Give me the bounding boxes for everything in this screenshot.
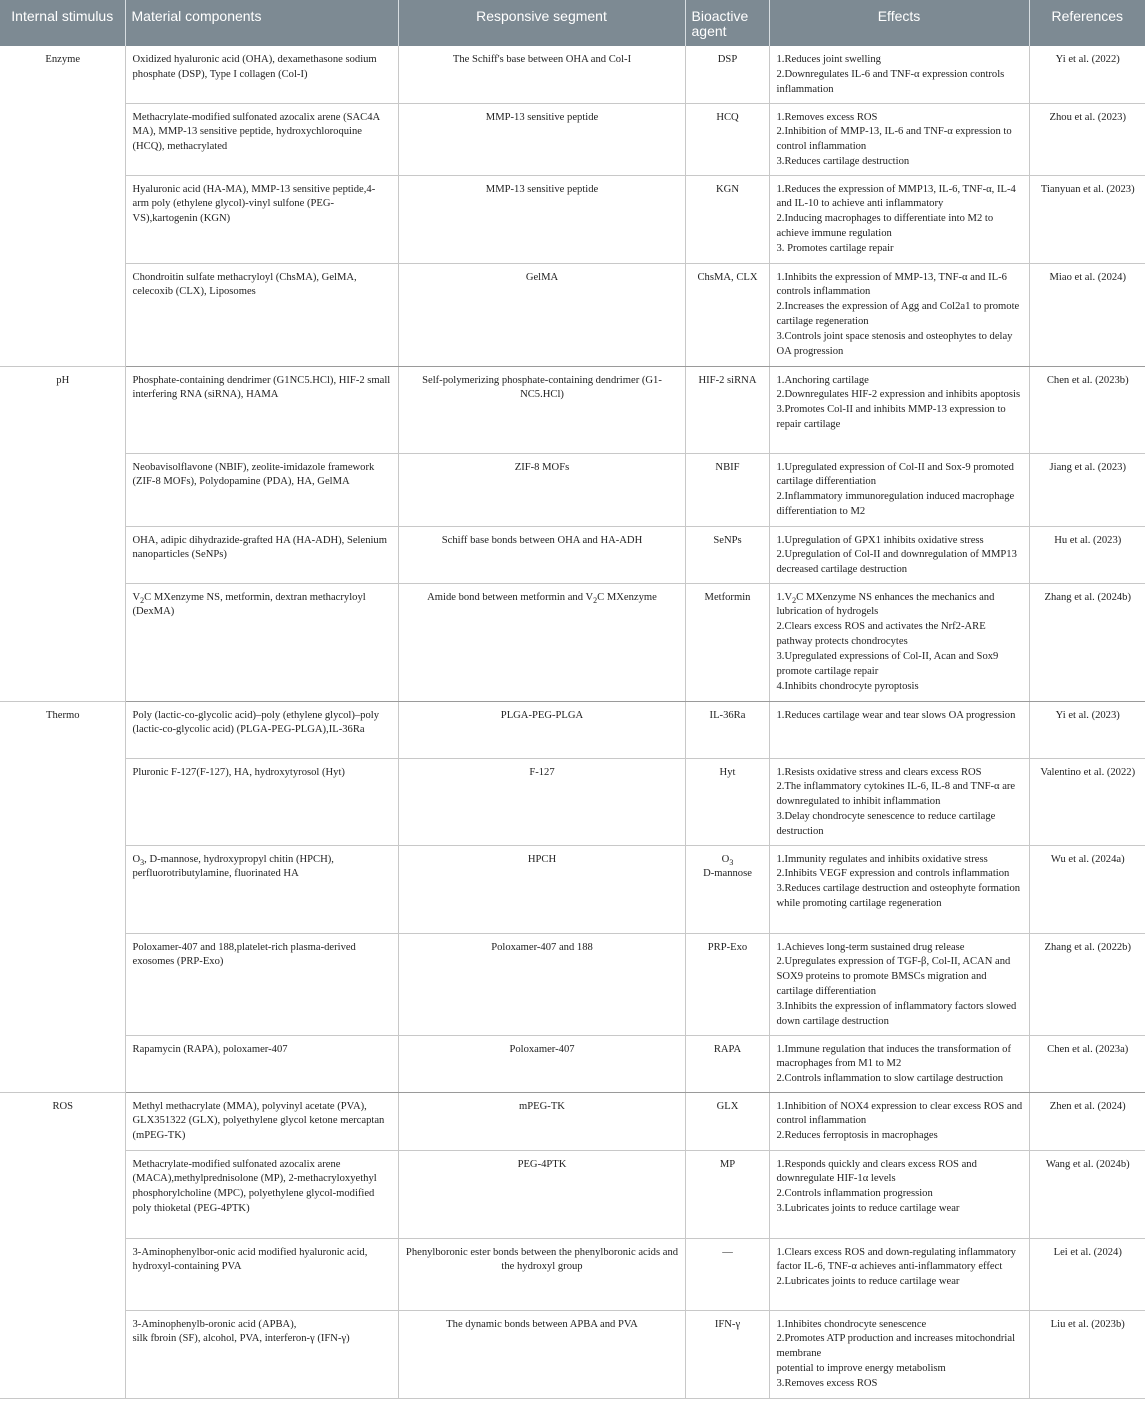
reference-cell: Yi et al. (2023) <box>1029 701 1145 758</box>
materials-text: V <box>132 591 141 603</box>
effects-cell <box>769 366 1029 453</box>
agent-cell: SeNPs <box>685 526 769 583</box>
effect-line: 2.Increases the expression of Agg and Col2a1 to promote cartilage regeneration <box>776 301 1020 328</box>
table-row <box>0 1238 1145 1310</box>
reference-cell: Wu et al. (2024a) <box>1029 845 1145 933</box>
segment-cell: mPEG-TK <box>398 1092 685 1150</box>
agent-cell: PRP-Exo <box>685 933 769 1035</box>
agent-cell: HCQ <box>685 103 769 175</box>
materials-cell: Hyaluronic acid (HA-MA), MMP-13 sensitive peptide,4-arm poly (ethylene glycol)-vinyl sulfone (PEG-VS),kartogenin (KGN) <box>125 175 398 263</box>
materials-cell: Chondroitin sulfate methacryloyl (ChsMA), GelMA, celecoxib (CLX), Liposomes <box>125 263 398 366</box>
header-references: References <box>1029 0 1145 46</box>
agent-cell: — <box>685 1238 769 1310</box>
materials-cell: Neobavisolflavone (NBIF), zeolite-imidazole framework (ZIF-8 MOFs), Polydopamine (PDA), HA, GelMA <box>125 453 398 526</box>
reference-cell: Tianyuan et al. (2023) <box>1029 175 1145 263</box>
stimulus-cell: Thermo <box>0 701 125 1092</box>
subscript: 2 <box>792 595 797 605</box>
agent-cell: MP <box>685 1150 769 1238</box>
reference-cell: Zhen et al. (2024) <box>1029 1092 1145 1150</box>
materials-text: , D-mannose, hydroxypropyl chitin (HPCH), perfluorotributylamine, fluorinated HA <box>132 853 334 880</box>
materials-cell <box>125 583 398 701</box>
effect-line: 1.Reduces cartilage wear and tear slows OA progression <box>776 709 1016 721</box>
effect-line: 2.Promotes ATP production and increases mitochondrial membrane <box>776 1333 1016 1360</box>
table-row <box>0 175 1145 263</box>
effect-line: 1.Inhibites chondrocyte senescence <box>776 1318 927 1330</box>
effect-line: 2.Clears excess ROS and activates the Nrf2-ARE pathway protects chondrocytes <box>776 621 986 648</box>
reference-cell: Valentino et al. (2022) <box>1029 758 1145 845</box>
segment-cell: GelMA <box>398 263 685 366</box>
effect-line: 1.Resists oxidative stress and clears excess ROS <box>776 766 982 778</box>
segment-cell: Self-polymerizing phosphate-containing dendrimer (G1-NC5.HCl) <box>398 366 685 453</box>
effects-cell <box>769 526 1029 583</box>
effects-cell <box>769 1150 1029 1238</box>
table-row <box>0 526 1145 583</box>
effects-cell <box>769 758 1029 845</box>
subscript: 3 <box>729 857 734 867</box>
segment-cell: Poloxamer-407 and 188 <box>398 933 685 1035</box>
segment-cell: HPCH <box>398 845 685 933</box>
materials-line: 3-Aminophenylb-oronic acid (APBA), <box>132 1318 297 1330</box>
effect-line: 3.Lubricates joints to reduce cartilage wear <box>776 1203 960 1215</box>
materials-cell: Methacrylate-modified sulfonated azocalix arene (MACA),methylprednisolone (MP), 2-methacryloxyethyl phosphorylcholine (MPC), polyethylene glycol-modified poly thioketal (PEG-4PTK) <box>125 1150 398 1238</box>
effect-line: 2.Controls inflammation progression <box>776 1188 933 1200</box>
effect-line: 1.Reduces joint swelling <box>776 54 881 65</box>
segment-cell: MMP-13 sensitive peptide <box>398 175 685 263</box>
effect-line: 3.Promotes Col-II and inhibits MMP-13 expression to repair cartilage <box>776 404 1006 431</box>
effects-cell <box>769 583 1029 701</box>
agent-cell: NBIF <box>685 453 769 526</box>
effects-cell <box>769 701 1029 758</box>
table-row <box>0 758 1145 845</box>
subscript: 3 <box>140 857 145 867</box>
materials-cell: Phosphate-containing dendrimer (G1NC5.HCl), HIF-2 small interfering RNA (siRNA), HAMA <box>125 366 398 453</box>
effect-line: 1.Responds quickly and clears excess ROS and downregulate HIF-1α levels <box>776 1158 977 1185</box>
table-row <box>0 1035 1145 1092</box>
effect-line: 3. Promotes cartilage repair <box>776 243 894 255</box>
effect-line: 3.Removes excess ROS <box>776 1378 878 1390</box>
table-row <box>0 583 1145 701</box>
effect-line: 3.Controls joint space stenosis and osteophytes to delay OA progression <box>776 331 1013 358</box>
agent-cell: GLX <box>685 1092 769 1150</box>
stimulus-cell: pH <box>0 366 125 701</box>
table-row <box>0 263 1145 366</box>
reference-cell: Zhou et al. (2023) <box>1029 103 1145 175</box>
materials-cell: Rapamycin (RAPA), poloxamer-407 <box>125 1035 398 1092</box>
materials-cell <box>125 845 398 933</box>
effect-line: 2.Inducing macrophages to differentiate into M2 to achieve immune regulation <box>776 213 994 240</box>
effect-line: 2.Inhibition of MMP-13, IL-6 and TNF-α expression to control inflammation <box>776 126 1012 153</box>
reference-cell: Chen et al. (2023a) <box>1029 1035 1145 1092</box>
reference-cell: Liu et al. (2023b) <box>1029 1310 1145 1398</box>
table-row <box>0 1150 1145 1238</box>
table-row <box>0 701 1145 758</box>
materials-text: O <box>132 853 141 865</box>
table-row <box>0 46 1145 103</box>
stimulus-cell: Enzyme <box>0 46 125 366</box>
effect-line: 1.Clears excess ROS and down-regulating inflammatory factor IL-6, TNF-α achieves anti-inflammatory effect <box>776 1246 1016 1273</box>
segment-cell: The Schiff's base between OHA and Col-I <box>398 46 685 103</box>
segment-cell <box>398 583 685 701</box>
segment-cell: PEG-4PTK <box>398 1150 685 1238</box>
agent-cell: RAPA <box>685 1035 769 1092</box>
materials-line: silk fbroin (SF), alcohol, PVA, interferon-γ (IFN-γ) <box>132 1333 350 1345</box>
table-row <box>0 933 1145 1035</box>
effect-line: 4.Inhibits chondrocyte pyroptosis <box>776 680 919 692</box>
materials-cell: Poloxamer-407 and 188,platelet-rich plasma-derived exosomes (PRP-Exo) <box>125 933 398 1035</box>
header-internal-stimulus: Internal stimulus <box>0 0 125 46</box>
effect-line: 1.Achieves long-term sustained drug release <box>776 941 965 953</box>
table-row <box>0 366 1145 453</box>
materials-cell: OHA, adipic dihydrazide-grafted HA (HA-ADH), Selenium nanoparticles (SeNPs) <box>125 526 398 583</box>
table-row <box>0 103 1145 175</box>
effect-text: 1.V <box>776 591 793 603</box>
segment-cell: Poloxamer-407 <box>398 1035 685 1092</box>
effects-cell <box>769 46 1029 103</box>
effects-cell <box>769 263 1029 366</box>
segment-cell: Phenylboronic ester bonds between the phenylboronic acids and the hydroxyl group <box>398 1238 685 1310</box>
effects-cell <box>769 175 1029 263</box>
effect-line: 3.Reduces cartilage destruction <box>776 156 910 168</box>
effect-line: 1.Upregulation of GPX1 inhibits oxidative stress <box>776 534 984 546</box>
agent-cell: Hyt <box>685 758 769 845</box>
effect-line: 1.Removes excess ROS <box>776 111 878 123</box>
agent-cell: IFN-γ <box>685 1310 769 1398</box>
segment-cell: PLGA-PEG-PLGA <box>398 701 685 758</box>
reference-cell: Zhang et al. (2024b) <box>1029 583 1145 701</box>
table-row <box>0 1092 1145 1150</box>
materials-cell: 3-Aminophenylbor-onic acid modified hyaluronic acid, hydroxyl-containing PVA <box>125 1238 398 1310</box>
agent-cell: DSP <box>685 46 769 103</box>
effect-line: 1.Reduces the expression of MMP13, IL-6, TNF-α, IL-4 and IL-10 to achieve anti inflammatory <box>776 183 1016 210</box>
effects-cell <box>769 1092 1029 1150</box>
reference-cell: Miao et al. (2024) <box>1029 263 1145 366</box>
effect-line: 2.Controls inflammation to slow cartilage destruction <box>776 1073 1004 1085</box>
effect-line: 2.Reduces ferroptosis in macrophages <box>776 1130 938 1142</box>
agent-text: O <box>721 853 730 865</box>
effect-line: 2.Upregulation of Col-II and downregulation of MMP13 decreased cartilage destruction <box>776 549 1017 576</box>
effects-cell <box>769 103 1029 175</box>
effect-line: 1.Upregulated expression of Col-II and Sox-9 promoted cartilage differentiation <box>776 461 1014 488</box>
effect-text: C MXenzyme NS enhances the mechanics and lubrication of hydrogels <box>776 591 995 618</box>
table-body <box>0 46 1145 1398</box>
segment-cell: MMP-13 sensitive peptide <box>398 103 685 175</box>
segment-cell: Schiff base bonds between OHA and HA-ADH <box>398 526 685 583</box>
agent-cell: ChsMA, CLX <box>685 263 769 366</box>
stimulus-cell: ROS <box>0 1092 125 1398</box>
effect-line: 3.Delay chondrocyte senescence to reduce cartilage destruction <box>776 811 996 838</box>
reference-cell: Zhang et al. (2022b) <box>1029 933 1145 1035</box>
effects-cell <box>769 933 1029 1035</box>
effect-line: 1.Immunity regulates and inhibits oxidative stress <box>776 853 988 865</box>
reference-cell: Yi et al. (2022) <box>1029 46 1145 103</box>
segment-cell: ZIF-8 MOFs <box>398 453 685 526</box>
effect-line: 2.Upregulates expression of TGF-β, Col-II, ACAN and SOX9 proteins to promote BMSCs migration and cartilage differentiation <box>776 956 1011 998</box>
table-row <box>0 845 1145 933</box>
effects-cell <box>769 845 1029 933</box>
header-responsive-segment: Responsive segment <box>398 0 685 46</box>
reference-cell: Chen et al. (2023b) <box>1029 366 1145 453</box>
materials-cell <box>125 1310 398 1398</box>
reference-cell: Hu et al. (2023) <box>1029 526 1145 583</box>
segment-cell: The dynamic bonds between APBA and PVA <box>398 1310 685 1398</box>
reference-cell: Wang et al. (2024b) <box>1029 1150 1145 1238</box>
effect-line: 2.Downregulates IL-6 and TNF-α expression controls inflammation <box>776 68 1005 95</box>
effect-line: 3.Upregulated expressions of Col-II, Acan and Sox9 promote cartilage repair <box>776 651 999 678</box>
effect-line: 2.Downregulates HIF-2 expression and inhibits apoptosis <box>776 389 1021 401</box>
agent-text: D-mannose <box>703 868 752 880</box>
effect-line: 2.Inflammatory immunoregulation induced macrophage differentiation to M2 <box>776 491 1015 518</box>
reference-cell: Lei et al. (2024) <box>1029 1238 1145 1310</box>
agent-cell: Metformin <box>685 583 769 701</box>
segment-cell: F-127 <box>398 758 685 845</box>
effect-line: 1.Immune regulation that induces the transformation of macrophages from M1 to M2 <box>776 1043 1011 1070</box>
effect-line: 1.Inhibits the expression of MMP-13, TNF-α and IL-6 controls inflammation <box>776 271 1007 298</box>
agent-cell <box>685 845 769 933</box>
effect-line: 2.Lubricates joints to reduce cartilage wear <box>776 1276 960 1288</box>
subscript: 2 <box>140 595 145 605</box>
materials-cell: Oxidized hyaluronic acid (OHA), dexamethasone sodium phosphate (DSP), Type I collagen (Col-I) <box>125 46 398 103</box>
effect-line: 1.Anchoring cartilage <box>776 374 869 386</box>
materials-text: C MXenzyme NS, metformin, dextran methacryloyl (DexMA) <box>132 591 366 618</box>
effects-cell <box>769 1035 1029 1092</box>
effects-cell <box>769 1310 1029 1398</box>
effect-line: potential to improve energy metabolism <box>776 1363 946 1375</box>
effect-line: 2.Inhibits VEGF expression and controls inflammation <box>776 868 1010 880</box>
agent-cell: HIF-2 siRNA <box>685 366 769 453</box>
segment-text: C MXenzyme <box>597 591 657 603</box>
table-row <box>0 453 1145 526</box>
agent-cell: IL-36Ra <box>685 701 769 758</box>
effect-line: 2.The inflammatory cytokines IL-6, IL-8 and TNF-α are downregulated to inhibit inflammation <box>776 781 1016 808</box>
subscript: 2 <box>593 595 598 605</box>
effect-line <box>777 591 1023 621</box>
header-bioactive-agent: Bioactive agent <box>685 0 769 46</box>
header-material-components: Material components <box>125 0 398 46</box>
effect-line: 3.Reduces cartilage destruction and osteophyte formation while promoting cartilage regeneration <box>776 883 1021 910</box>
effects-cell <box>769 453 1029 526</box>
effect-line: 1.Inhibition of NOX4 expression to clear excess ROS and control inflammation <box>776 1100 1023 1127</box>
segment-text: Amide bond between metformin and V <box>427 591 594 603</box>
table-row <box>0 1310 1145 1398</box>
effect-line: 3.Inhibits the expression of inflammatory factors slowed down cartilage destruction <box>776 1001 1017 1028</box>
materials-cell: Poly (lactic-co-glycolic acid)–poly (ethylene glycol)–poly (lactic-co-glycolic acid) (PLGA-PEG-PLGA),IL-36Ra <box>125 701 398 758</box>
reference-cell: Jiang et al. (2023) <box>1029 453 1145 526</box>
table-header <box>0 0 1145 46</box>
agent-cell: KGN <box>685 175 769 263</box>
materials-cell: Methyl methacrylate (MMA), polyvinyl acetate (PVA), GLX351322 (GLX), polyethylene glycol ketone mercaptan (mPEG-TK) <box>125 1092 398 1150</box>
materials-cell: Pluronic F-127(F-127), HA, hydroxytyrosol (Hyt) <box>125 758 398 845</box>
materials-cell: Methacrylate-modified sulfonated azocalix arene (SAC4A MA), MMP-13 sensitive peptide, hydroxychloroquine (HCQ), methacrylated <box>125 103 398 175</box>
header-effects: Effects <box>769 0 1029 46</box>
effects-cell <box>769 1238 1029 1310</box>
